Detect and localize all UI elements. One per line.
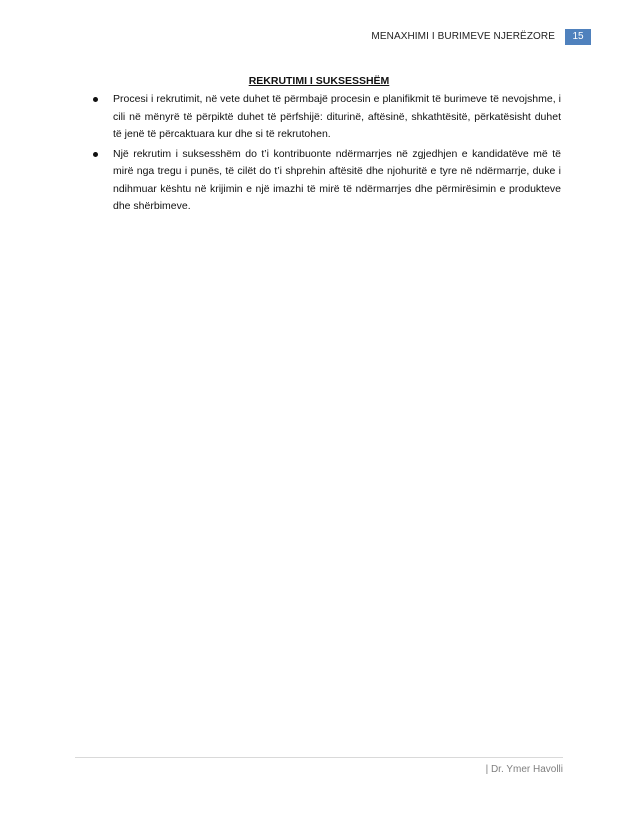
bullet-list [93, 91, 561, 218]
footer-divider [75, 757, 563, 758]
bullet-text: Procesi i rekrutimit, në vete duhet të përmbajë procesin e planifikmit të burimeve të nevojshme, i cili në mënyrë të përpiktë duhet të përfshijë: diturinë, aftësinë, shkathtësitë, përkatësisht duhet të jenë të përcaktuara kur dhe si të rekrutohen. [113, 93, 561, 140]
footer-author: | Dr. Ymer Havolli [485, 764, 563, 775]
bullet-dot-icon [93, 97, 98, 102]
bullet-item [93, 146, 561, 216]
bullet-dot-icon [93, 152, 98, 157]
section-heading: REKRUTIMI I SUKSESSHËM [248, 75, 390, 87]
header-title: MENAXHIMI I BURIMEVE NJERËZORE [371, 31, 555, 42]
page-header [371, 29, 591, 45]
page-number-badge: 15 [565, 29, 591, 45]
bullet-item [93, 91, 561, 144]
bullet-text: Një rekrutim i suksesshëm do t’i kontribuonte ndërmarrjes në zgjedhjen e kandidatëve më të mirë nga tregu i punës, të cilët do t’i shprehin aftësitë dhe njohuritë e tyre në ndërmarrje, duke i ndihmuar kështu në krijimin e një imazhi të mirë të ndërmarrjes dhe përmirësimin e produkteve dhe shërbimeve. [113, 147, 561, 212]
